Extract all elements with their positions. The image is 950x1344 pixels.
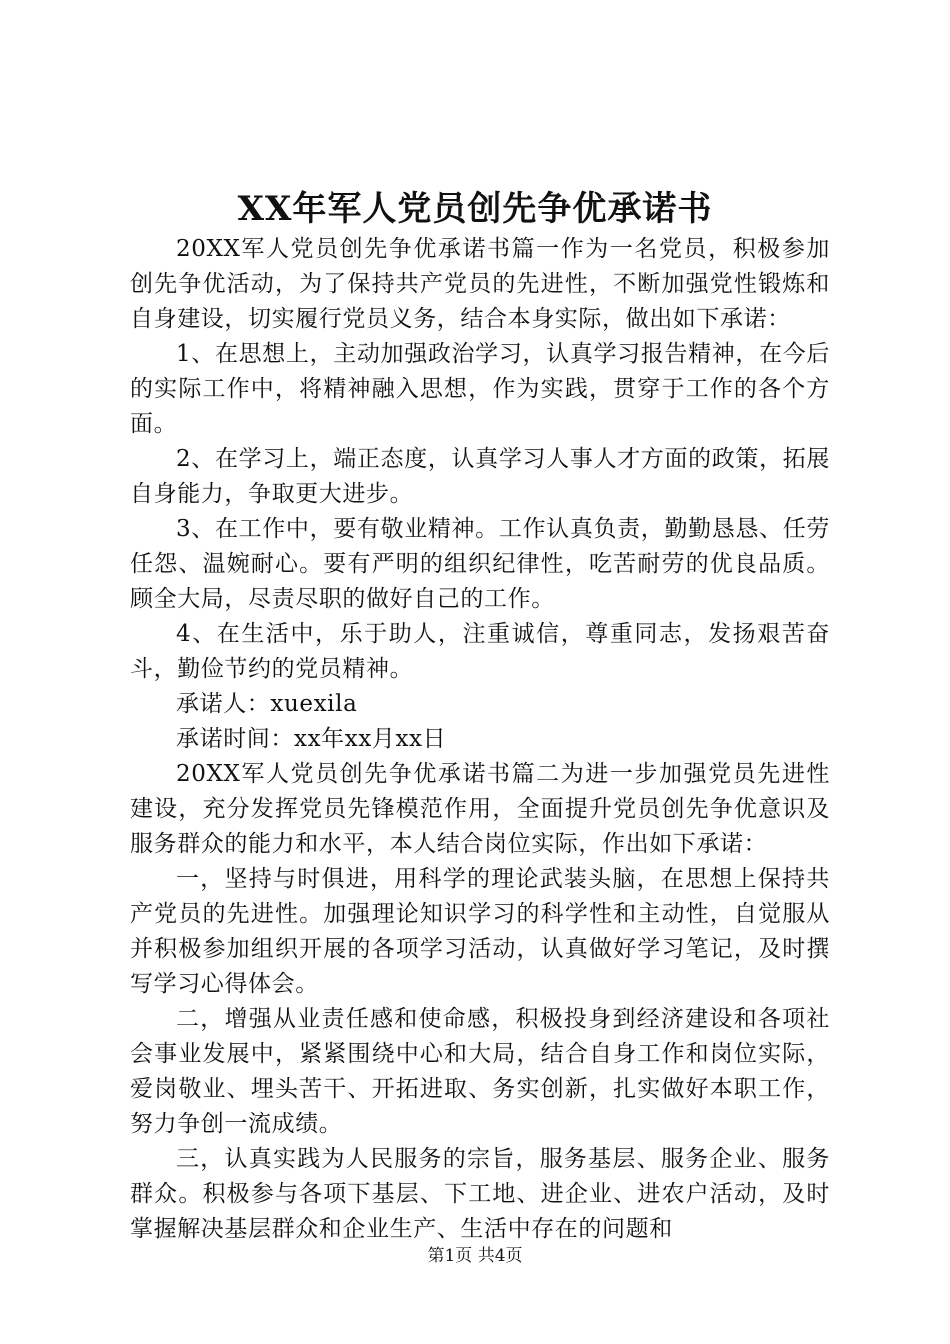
paragraph: 1、在思想上，主动加强政治学习，认真学习报告精神，在今后的实际工作中，将精神融入思想，作为实践，贯穿于工作的各个方面。: [130, 341, 830, 437]
page-number: 第1页 共4页: [427, 1246, 523, 1266]
document-body: [130, 232, 830, 1247]
paragraph: 20XX军人党员创先争优承诺书篇二为进一步加强党员先进性建设，充分发挥党员先锋模范作用，全面提升党员创先争优意识及服务群众的能力和水平，本人结合岗位实际，作出如下承诺：: [130, 761, 830, 857]
paragraph: 3、在工作中，要有敬业精神。工作认真负责，勤勤恳恳、任劳任怨、温婉耐心。要有严明的组织纪律性，吃苦耐劳的优良品质。顾全大局，尽责尽职的做好自己的工作。: [130, 516, 830, 612]
paragraph: 二，增强从业责任感和使命感，积极投身到经济建设和各项社会事业发展中，紧紧围绕中心和大局，结合自身工作和岗位实际，爱岗敬业、埋头苦干、开拓进取、务实创新，扎实做好本职工作，努力争创一流成绩。: [130, 1006, 830, 1137]
paragraph: 2、在学习上，端正态度，认真学习人事人才方面的政策，拓展自身能力，争取更大进步。: [130, 446, 830, 507]
signer-line: 承诺人：xuexila: [176, 691, 358, 717]
paragraph: 三，认真实践为人民服务的宗旨，服务基层、服务企业、服务群众。积极参与各项下基层、下工地、进企业、进农户活动，及时掌握解决基层群众和企业生产、生活中存在的问题和: [130, 1146, 830, 1242]
document-title: XX年军人党员创先争优承诺书: [237, 189, 713, 229]
date-line: 承诺时间：xx年xx月xx日: [176, 726, 447, 752]
paragraph: 4、在生活中，乐于助人，注重诚信，尊重同志，发扬艰苦奋斗，勤俭节约的党员精神。: [130, 621, 830, 682]
paragraph: 一，坚持与时俱进，用科学的理论武装头脑，在思想上保持共产党员的先进性。加强理论知识学习的科学性和主动性，自觉服从并积极参加组织开展的各项学习活动，认真做好学习笔记，及时撰写学习心得体会。: [130, 866, 830, 997]
paragraph: 20XX军人党员创先争优承诺书篇一作为一名党员，积极参加创先争优活动，为了保持共产党员的先进性，不断加强党性锻炼和自身建设，切实履行党员义务，结合本身实际，做出如下承诺：: [130, 236, 830, 332]
